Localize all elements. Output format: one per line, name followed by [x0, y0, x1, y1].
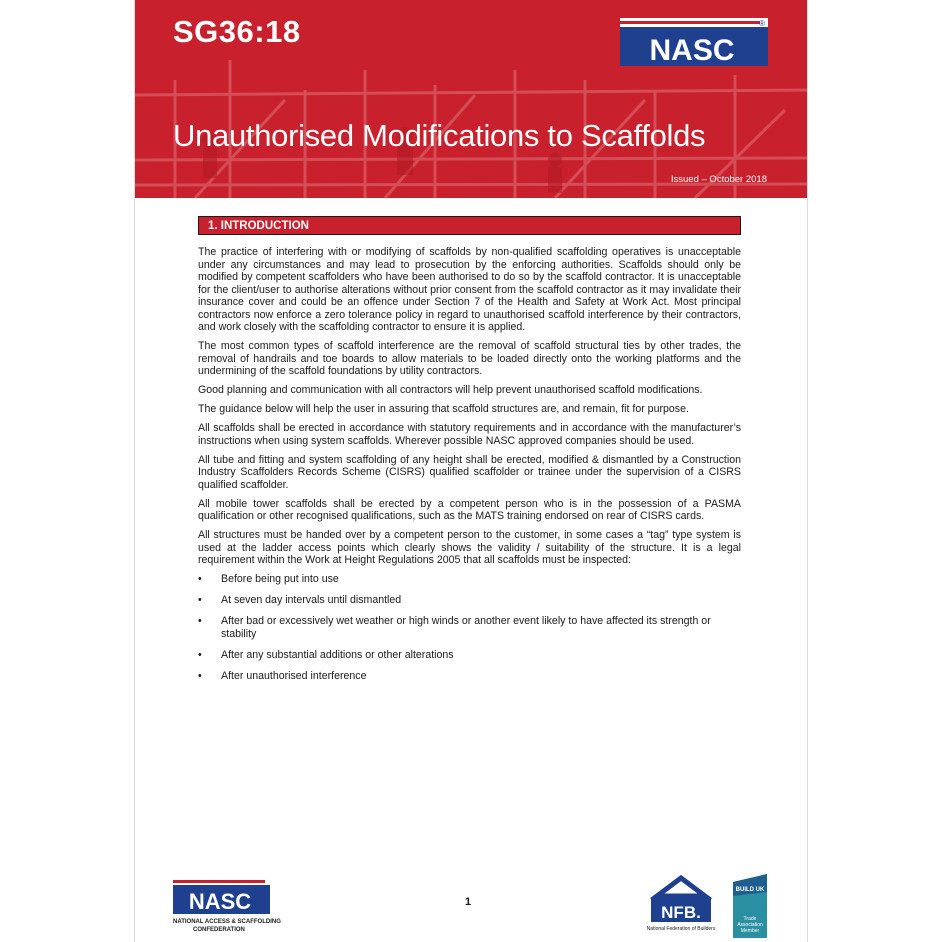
svg-text:BUILD UK: BUILD UK	[735, 887, 765, 893]
svg-text:Member: Member	[740, 928, 760, 934]
list-item: • Before being put into use	[198, 573, 741, 586]
svg-text:NATIONAL ACCESS & SCAFFOLDING: NATIONAL ACCESS & SCAFFOLDING	[173, 919, 281, 925]
svg-text:NFB.: NFB.	[661, 903, 701, 922]
nfb-logo	[646, 874, 716, 932]
document-title: Unauthorised Modifications to Scaffolds	[173, 118, 706, 153]
svg-text:NASC: NASC	[188, 889, 252, 914]
list-item: • After bad or excessively wet weather or high winds or another event likely to have affected its strength or stability	[198, 615, 741, 640]
inspection-list	[198, 573, 741, 682]
svg-text:CONFEDERATION: CONFEDERATION	[193, 927, 245, 933]
list-item: • At seven day intervals until dismantled	[198, 594, 741, 607]
paragraph: All scaffolds shall be erected in accordance with statutory requirements and in accordance with the manufacturer’s instructions when using system scaffolds. Wherever possible NASC approved companies should be used.	[198, 422, 741, 447]
svg-text:National Federation of Builder: National Federation of Builders	[646, 926, 716, 932]
document-page	[135, 0, 807, 942]
paragraph: All structures must be handed over by a competent person to the customer, in some cases a “tag” type system is used at the ladder access points which clearly shows the validity / suitability of the structure. It is a legal requirement within the Work at Height Regulations 2005 that all scaffolds must be inspected:	[198, 529, 741, 566]
registered-mark: ®	[759, 19, 765, 28]
nasc-logo-footer	[173, 878, 281, 933]
paragraph: The most common types of scaffold interference are the removal of scaffold structural ties by other trades, the removal of handrails and toe boards to allow materials to be loaded directly onto the working platforms and the undermining of the scaffold foundations by utility contractors.	[198, 340, 741, 377]
list-item: • After unauthorised interference	[198, 670, 741, 683]
svg-text:Trade: Trade	[743, 916, 757, 922]
header-banner	[135, 0, 807, 198]
build-uk-logo	[733, 874, 767, 938]
paragraph: The practice of interfering with or modifying of scaffolds by non-qualified scaffolding operatives is unacceptable under any circumstances and may lead to prosecution by the enforcing authorities. Scaffolds should only be modified by competent scaffolders who have been authorised to do so by the scaffold contractor. It is unacceptable for the client/user to authorise alterations without prior consent from the scaffold contractor as it may invalidate their insurance cover and could be an offence under Section 7 of the Health and Safety at Work Act. Most principal contractors now enforce a zero tolerance policy in regard to unauthorised scaffold interference by their contractors, and work closely with the scaffolding contractor to ensure it is applied.	[198, 246, 741, 333]
nasc-logo-text: NASC	[649, 34, 735, 67]
paragraph: All tube and fitting and system scaffolding of any height shall be erected, modified & dismantled by a Construction Industry Scaffolders Records Scheme (CISRS) qualified scaffolder or trainee under the supervision of a CISRS qualified scaffolder.	[198, 453, 741, 491]
section-heading-introduction: 1. INTRODUCTION	[198, 216, 741, 235]
issued-date: Issued – October 2018	[670, 174, 767, 185]
paragraph: Good planning and communication with all contractors will help prevent unauthorised scaffold modifications.	[198, 384, 703, 396]
paragraph: All mobile tower scaffolds shall be erected by a competent person who is in the possession of a PASMA qualification or other recognised qualifications, such as the MATS training endorsed on rear of CISRS cards.	[198, 497, 741, 522]
introduction-body	[198, 246, 741, 691]
list-item: • After any substantial additions or other alterations	[198, 649, 741, 662]
svg-text:Association: Association	[737, 922, 763, 928]
nasc-logo-top	[620, 18, 768, 66]
paragraph: The guidance below will help the user in assuring that scaffold structures are, and remain, fit for purpose.	[198, 403, 689, 415]
document-code: SG36:18	[173, 14, 301, 49]
page-number: 1	[465, 896, 472, 908]
